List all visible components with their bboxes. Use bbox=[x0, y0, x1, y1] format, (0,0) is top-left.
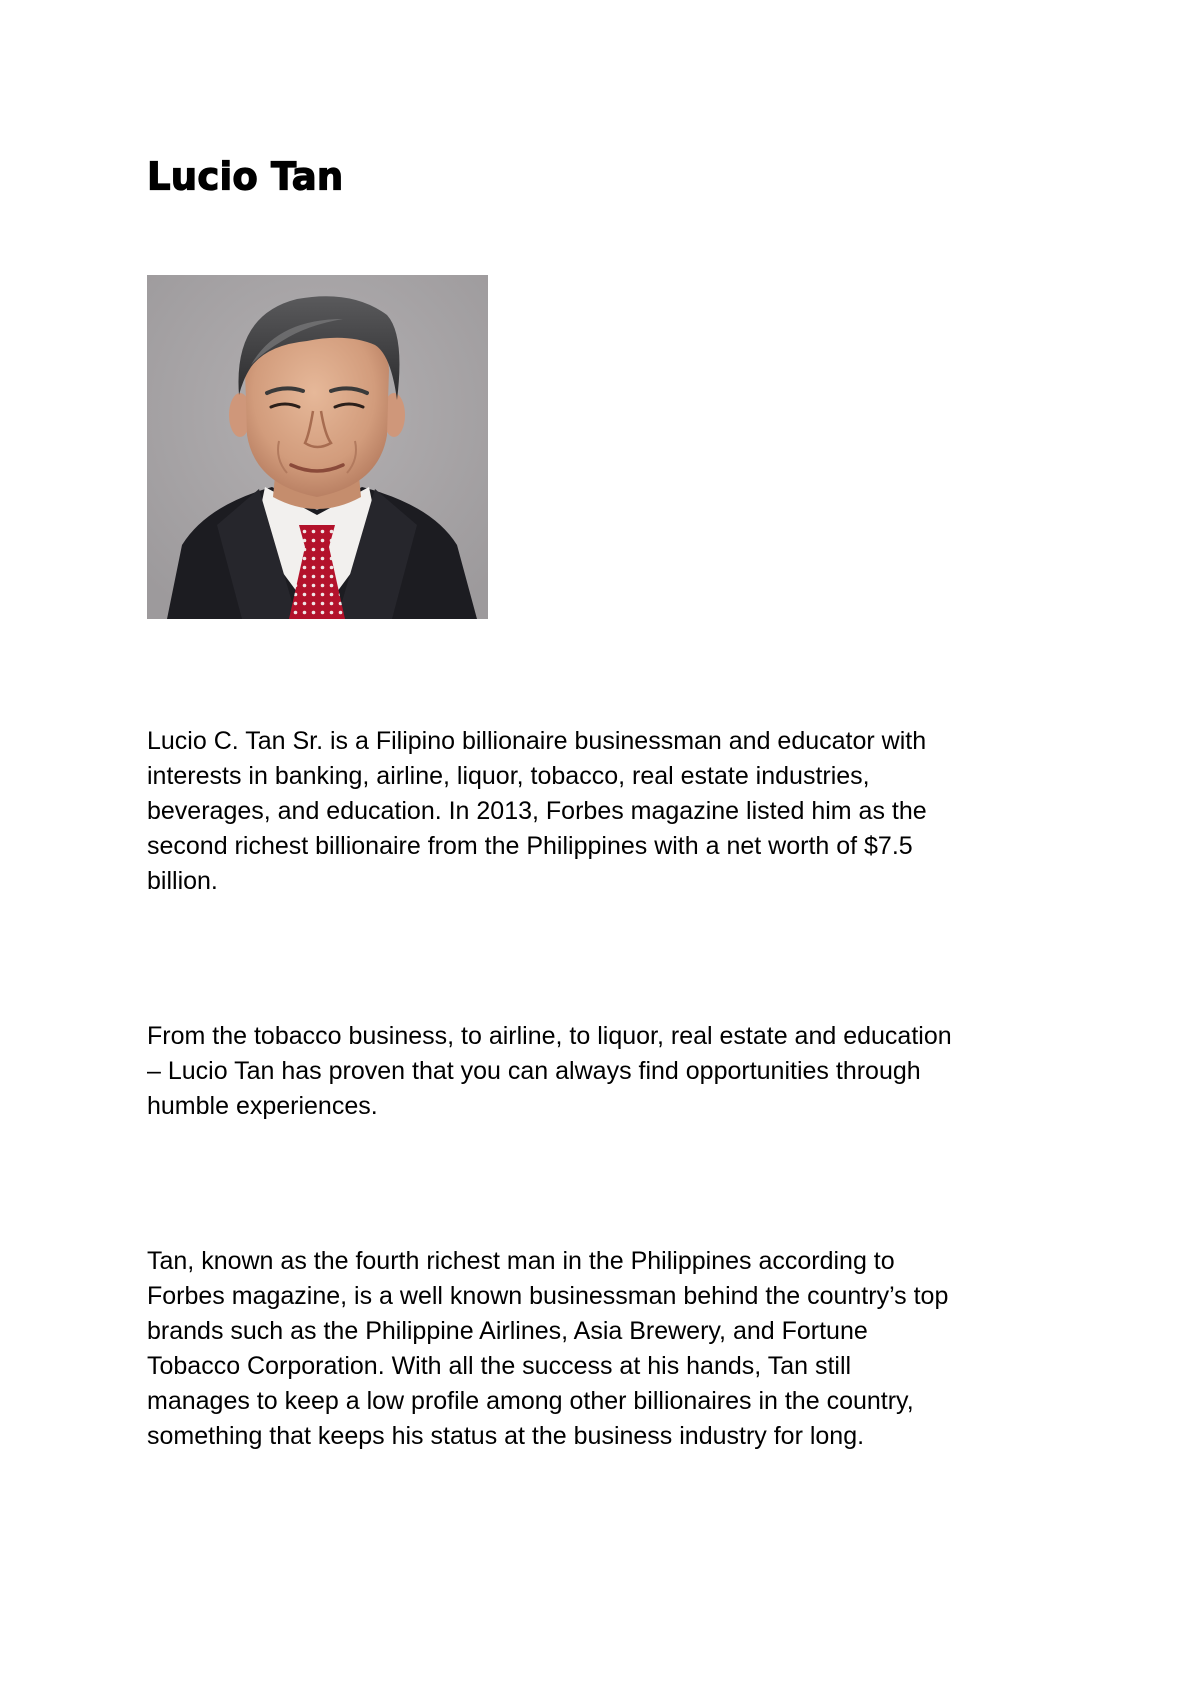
portrait-illustration bbox=[147, 275, 488, 619]
tie-knot bbox=[299, 525, 335, 547]
paragraph-profile: Tan, known as the fourth richest man in the Philippines according to Forbes magazine, is a well known businessman behind the country’s top brands such as the Philippine Airlines, Asia Brewery, and Fortune Tobacco Corporation. With all the success at his hands, Tan still manages to keep a low profile among other billionaires in the country, something that keeps his status at the business industry for long. bbox=[147, 1247, 949, 1450]
paragraph-intro: Lucio C. Tan Sr. is a Filipino billionaire businessman and educator with interests in banking, airline, liquor, tobacco, real estate industries, beverages, and education. In 2013, Forbes magazine listed him as the second richest billionaire from the Philippines with a net worth of $7.5 billion. bbox=[147, 727, 927, 895]
portrait-photo bbox=[147, 275, 488, 619]
paragraph-business: From the tobacco business, to airline, to liquor, real estate and education – Lucio Tan has proven that you can always find opportunities through humble experiences. bbox=[147, 1022, 952, 1120]
page-title: Lucio Tan bbox=[147, 154, 344, 199]
